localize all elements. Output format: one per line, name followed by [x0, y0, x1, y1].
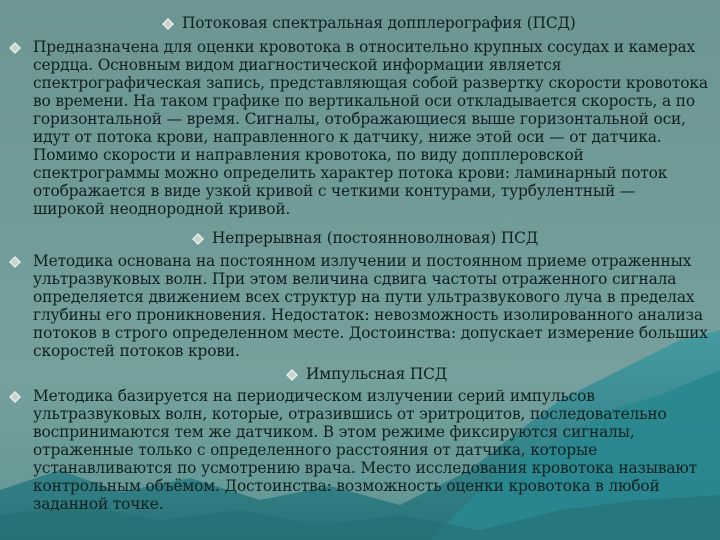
paragraph-line: Помимо скорости и направления кровотока, по виду допплеровской — [33, 146, 584, 164]
diamond-bullet-icon — [192, 233, 204, 245]
paragraph-line: определяется движением всех структур на пути ультразвукового луча в пределах — [33, 288, 695, 306]
paragraph-line: ультразвуковых волн. При этом величина сдвига частоты отраженного сигнала — [33, 270, 677, 288]
paragraph-line: сердца. Основным видом диагностической информации является — [33, 56, 562, 74]
paragraph-line: скоростей потоков крови. — [33, 342, 240, 360]
diamond-bullet-icon — [9, 256, 21, 268]
paragraph-line: горизонтальной — время. Сигналы, отображающиеся выше горизонтальной оси, — [33, 110, 686, 128]
paragraph-line: ультразвуковых волн, которые, отразившись от эритроцитов, последовательно — [33, 405, 667, 423]
heading-pulsed-wave-doppler: Импульсная ПСД — [306, 365, 448, 383]
heading-flow-spectral-doppler: Потоковая спектральная допплерография (ПСД) — [182, 14, 576, 32]
paragraph-line: устанавливаются по усмотрению врача. Место исследования кровотока называют — [33, 459, 698, 477]
paragraph-line: во времени. На таком графике по вертикальной оси откладывается скорость, а по — [33, 92, 695, 110]
paragraph-line: потоков в строго определенном месте. Достоинства: допускает измерение больших — [33, 324, 708, 342]
paragraph-line: Методика базируется на периодическом излучении серий импульсов — [33, 387, 595, 405]
paragraph-line: глубины его проникновения. Недостаток: невозможность изолированного анализа — [33, 306, 703, 324]
paragraph-line: заданной точке. — [33, 495, 164, 513]
paragraph-line: идут от потока крови, направленного к датчику, ниже этой оси — от датчика. — [33, 128, 662, 146]
diamond-bullet-icon — [9, 391, 21, 403]
diamond-bullet-icon — [286, 369, 298, 381]
paragraph-line: Методика основана на постоянном излучении и постоянном приеме отраженных — [33, 252, 692, 270]
paragraph-line: воспринимаются тем же датчиком. В этом режиме фиксируются сигналы, — [33, 423, 635, 441]
paragraph-line: отраженные только с определенного расстояния от датчика, которые — [33, 441, 598, 459]
paragraph-line: контрольным объёмом. Достоинства: возможность оценки кровотока в любой — [33, 477, 660, 495]
paragraph-line: Предназначена для оценки кровотока в относительно крупных сосудах и камерах — [33, 38, 696, 56]
paragraph-line: спектрограммы можно определить характер потока крови: ламинарный поток — [33, 164, 668, 182]
diamond-bullet-icon — [9, 42, 21, 54]
paragraph-line: отображается в виде узкой кривой с четкими контурами, турбулентный — — [33, 182, 636, 200]
paragraph-line: спектрографическая запись, представляющая собой развертку скорости кровотока — [33, 74, 708, 92]
diamond-bullet-icon — [162, 18, 174, 30]
heading-continuous-wave-doppler: Непрерывная (постоянноволновая) ПСД — [212, 229, 539, 247]
paragraph-line: широкой неоднородной кривой. — [33, 200, 291, 218]
